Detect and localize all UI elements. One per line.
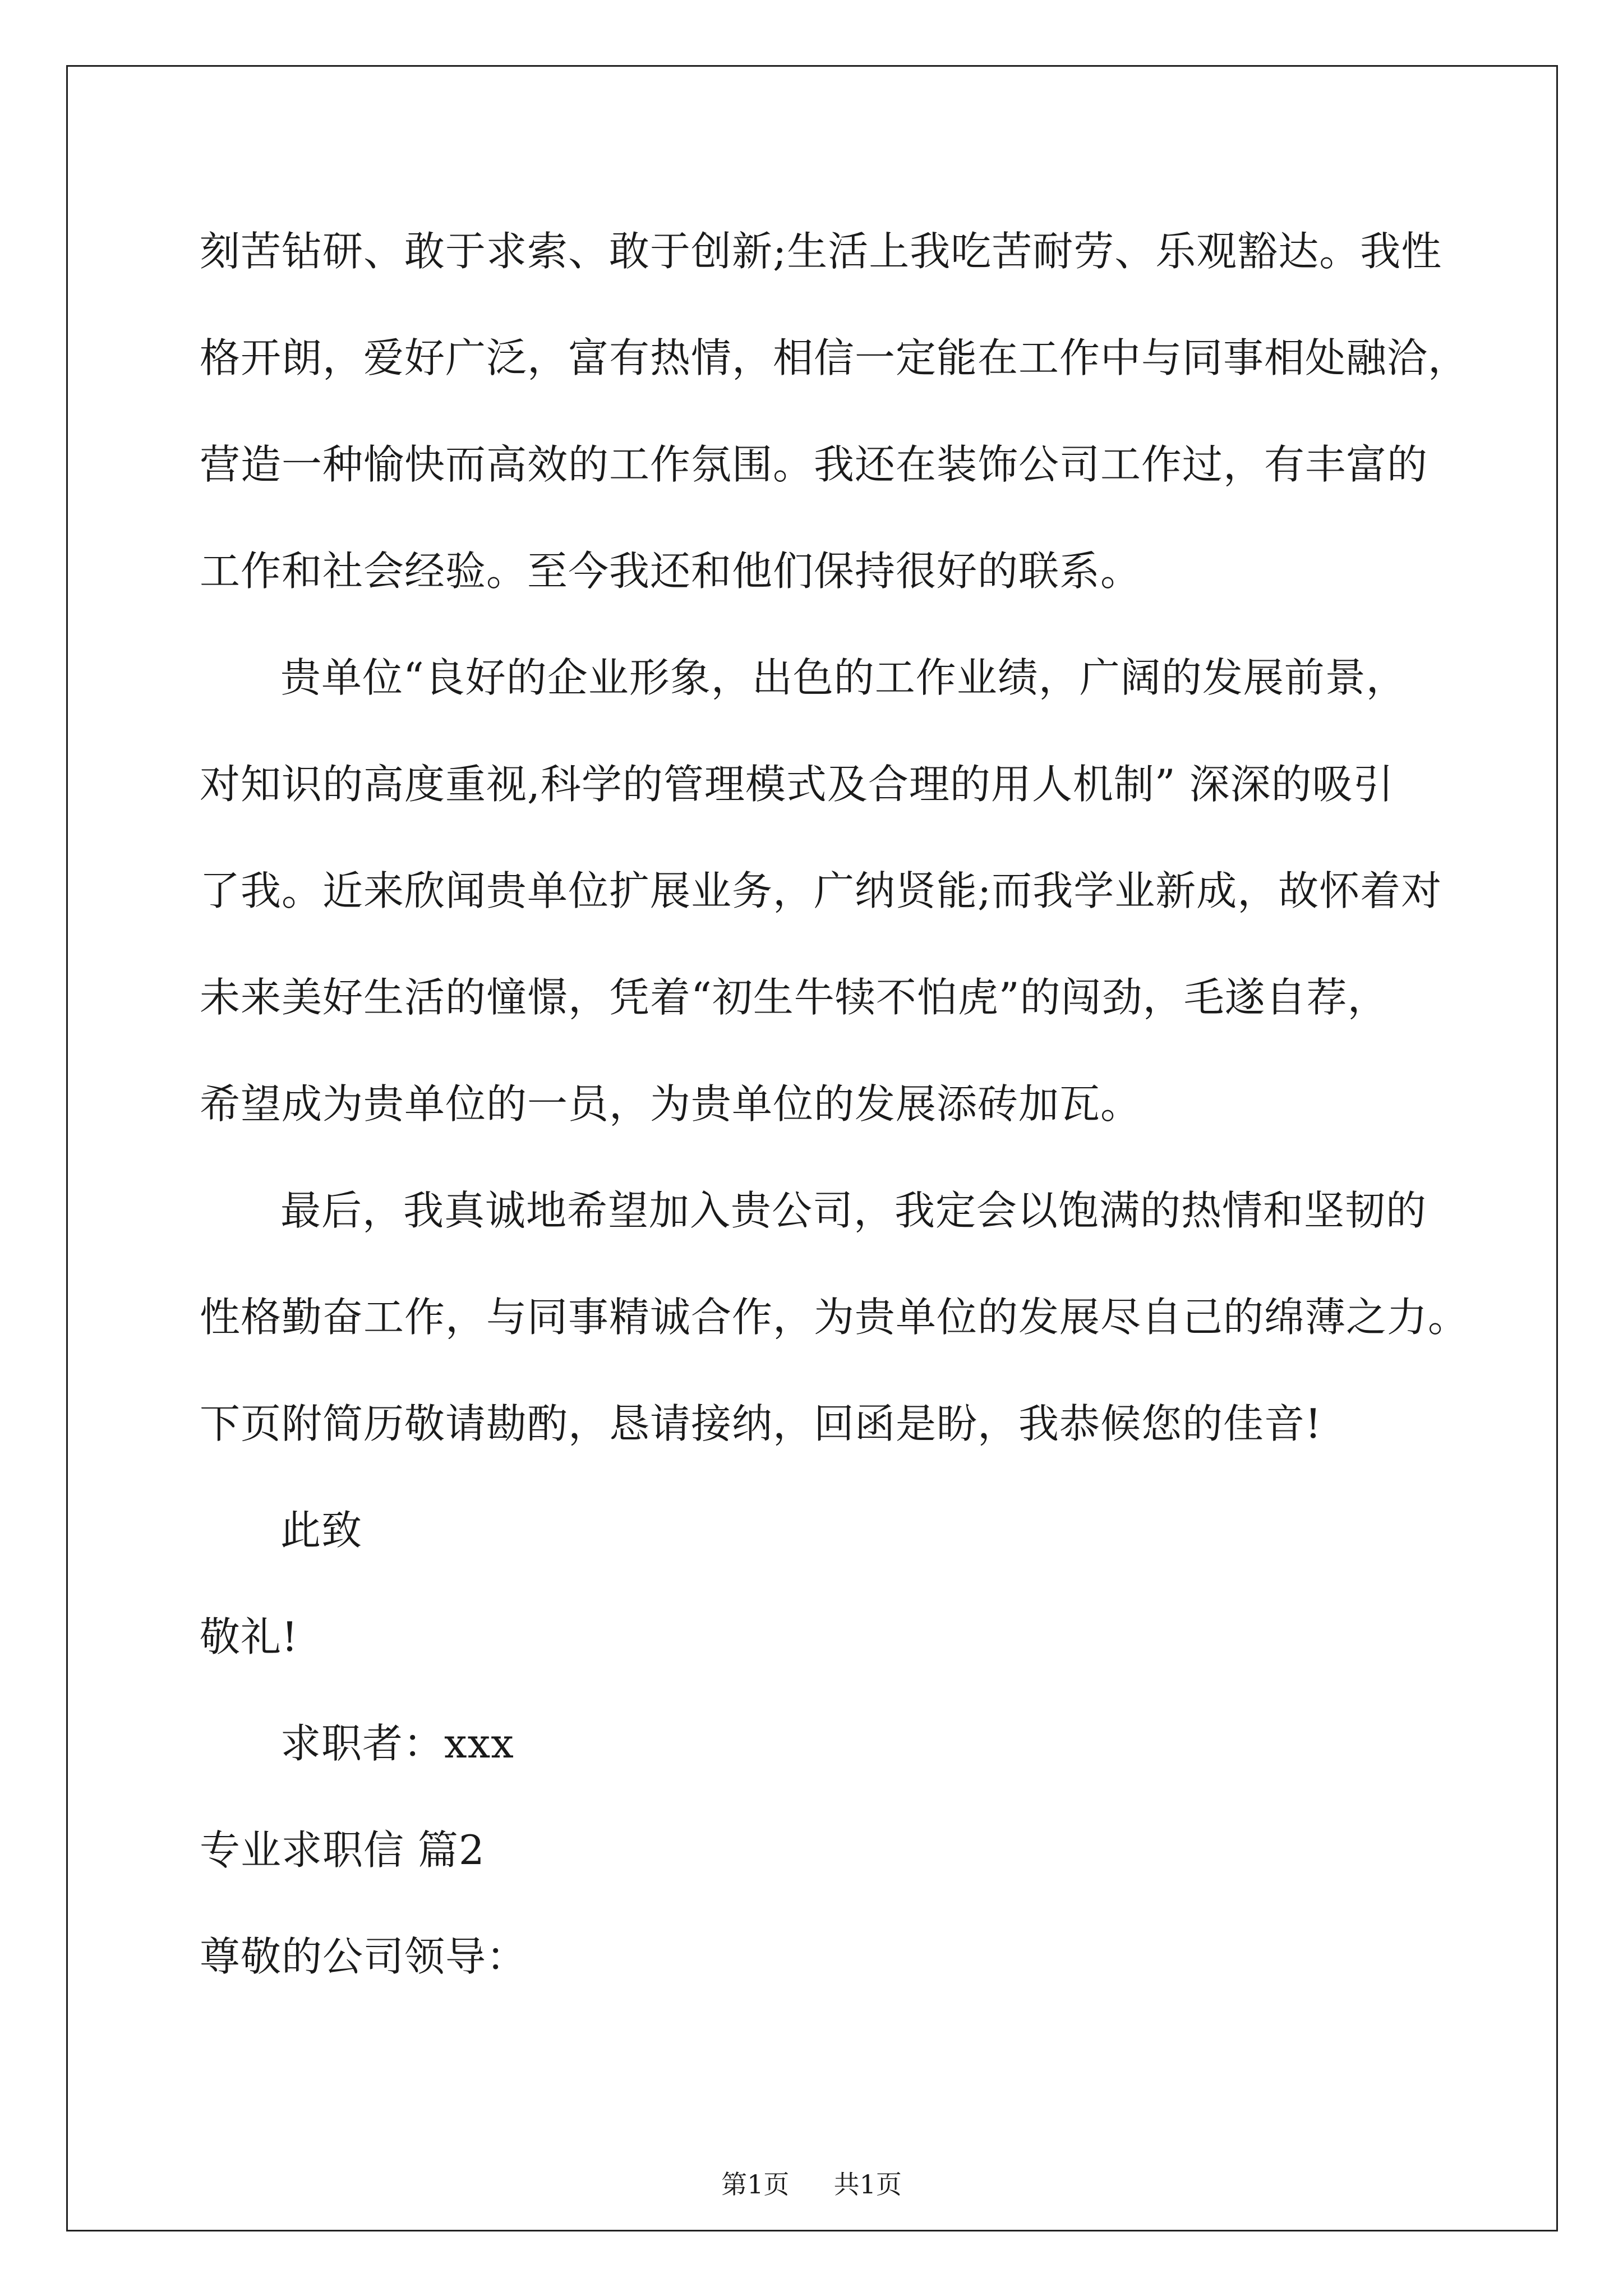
body-line: 性格勤奋工作，与同事精诚合作，为贵单位的发展尽自己的绵薄之力。 [200, 1294, 1469, 1341]
section-heading: 专业求职信 篇2 [200, 1826, 485, 1874]
body-line: 下页附简历敬请勘酌，恳请接纳，回函是盼，我恭候您的佳音! [200, 1400, 1322, 1447]
page-footer [0, 2168, 1623, 2201]
body-line: 刻苦钻研、敢于求索、敢于创新;生活上我吃苦耐劳、乐观豁达。我性 [200, 228, 1442, 275]
paragraph-first-line: 最后，我真诚地希望加入贵公司，我定会以饱满的热情和坚韧的 [280, 1187, 1427, 1234]
body-line: 格开朗，爱好广泛，富有热情，相信一定能在工作中与同事相处融洽， [200, 334, 1469, 381]
body-line: 了我。近来欣闻贵单位扩展业务，广纳贤能;而我学业新成，故怀着对 [200, 867, 1442, 914]
body-line: 希望成为贵单位的一员，为贵单位的发展添砖加瓦。 [200, 1080, 1142, 1128]
letter-greeting: 尊敬的公司领导： [200, 1933, 528, 1980]
closing-salutation: 此致 [280, 1507, 363, 1554]
page-total: 共1页 [833, 2169, 902, 2200]
page-border [66, 65, 1558, 2231]
body-line: 工作和社会经验。至今我还和他们保持很好的联系。 [200, 547, 1142, 595]
body-line: 未来美好生活的憧憬，凭着“初生牛犊不怕虎”的闯劲，毛遂自荐， [200, 974, 1389, 1021]
page-number: 第1页 [721, 2169, 790, 2200]
body-line: 对知识的高度重视,科学的管理模式及合理的用人机制” 深深的吸引 [200, 761, 1394, 808]
paragraph-first-line: 贵单位“良好的企业形象，出色的工作业绩，广阔的发展前景， [280, 654, 1407, 701]
closing-regards: 敬礼! [200, 1613, 298, 1660]
signature-line: 求职者：xxx [280, 1720, 514, 1767]
body-line: 营造一种愉快而高效的工作氛围。我还在装饰公司工作过，有丰富的 [200, 441, 1428, 488]
